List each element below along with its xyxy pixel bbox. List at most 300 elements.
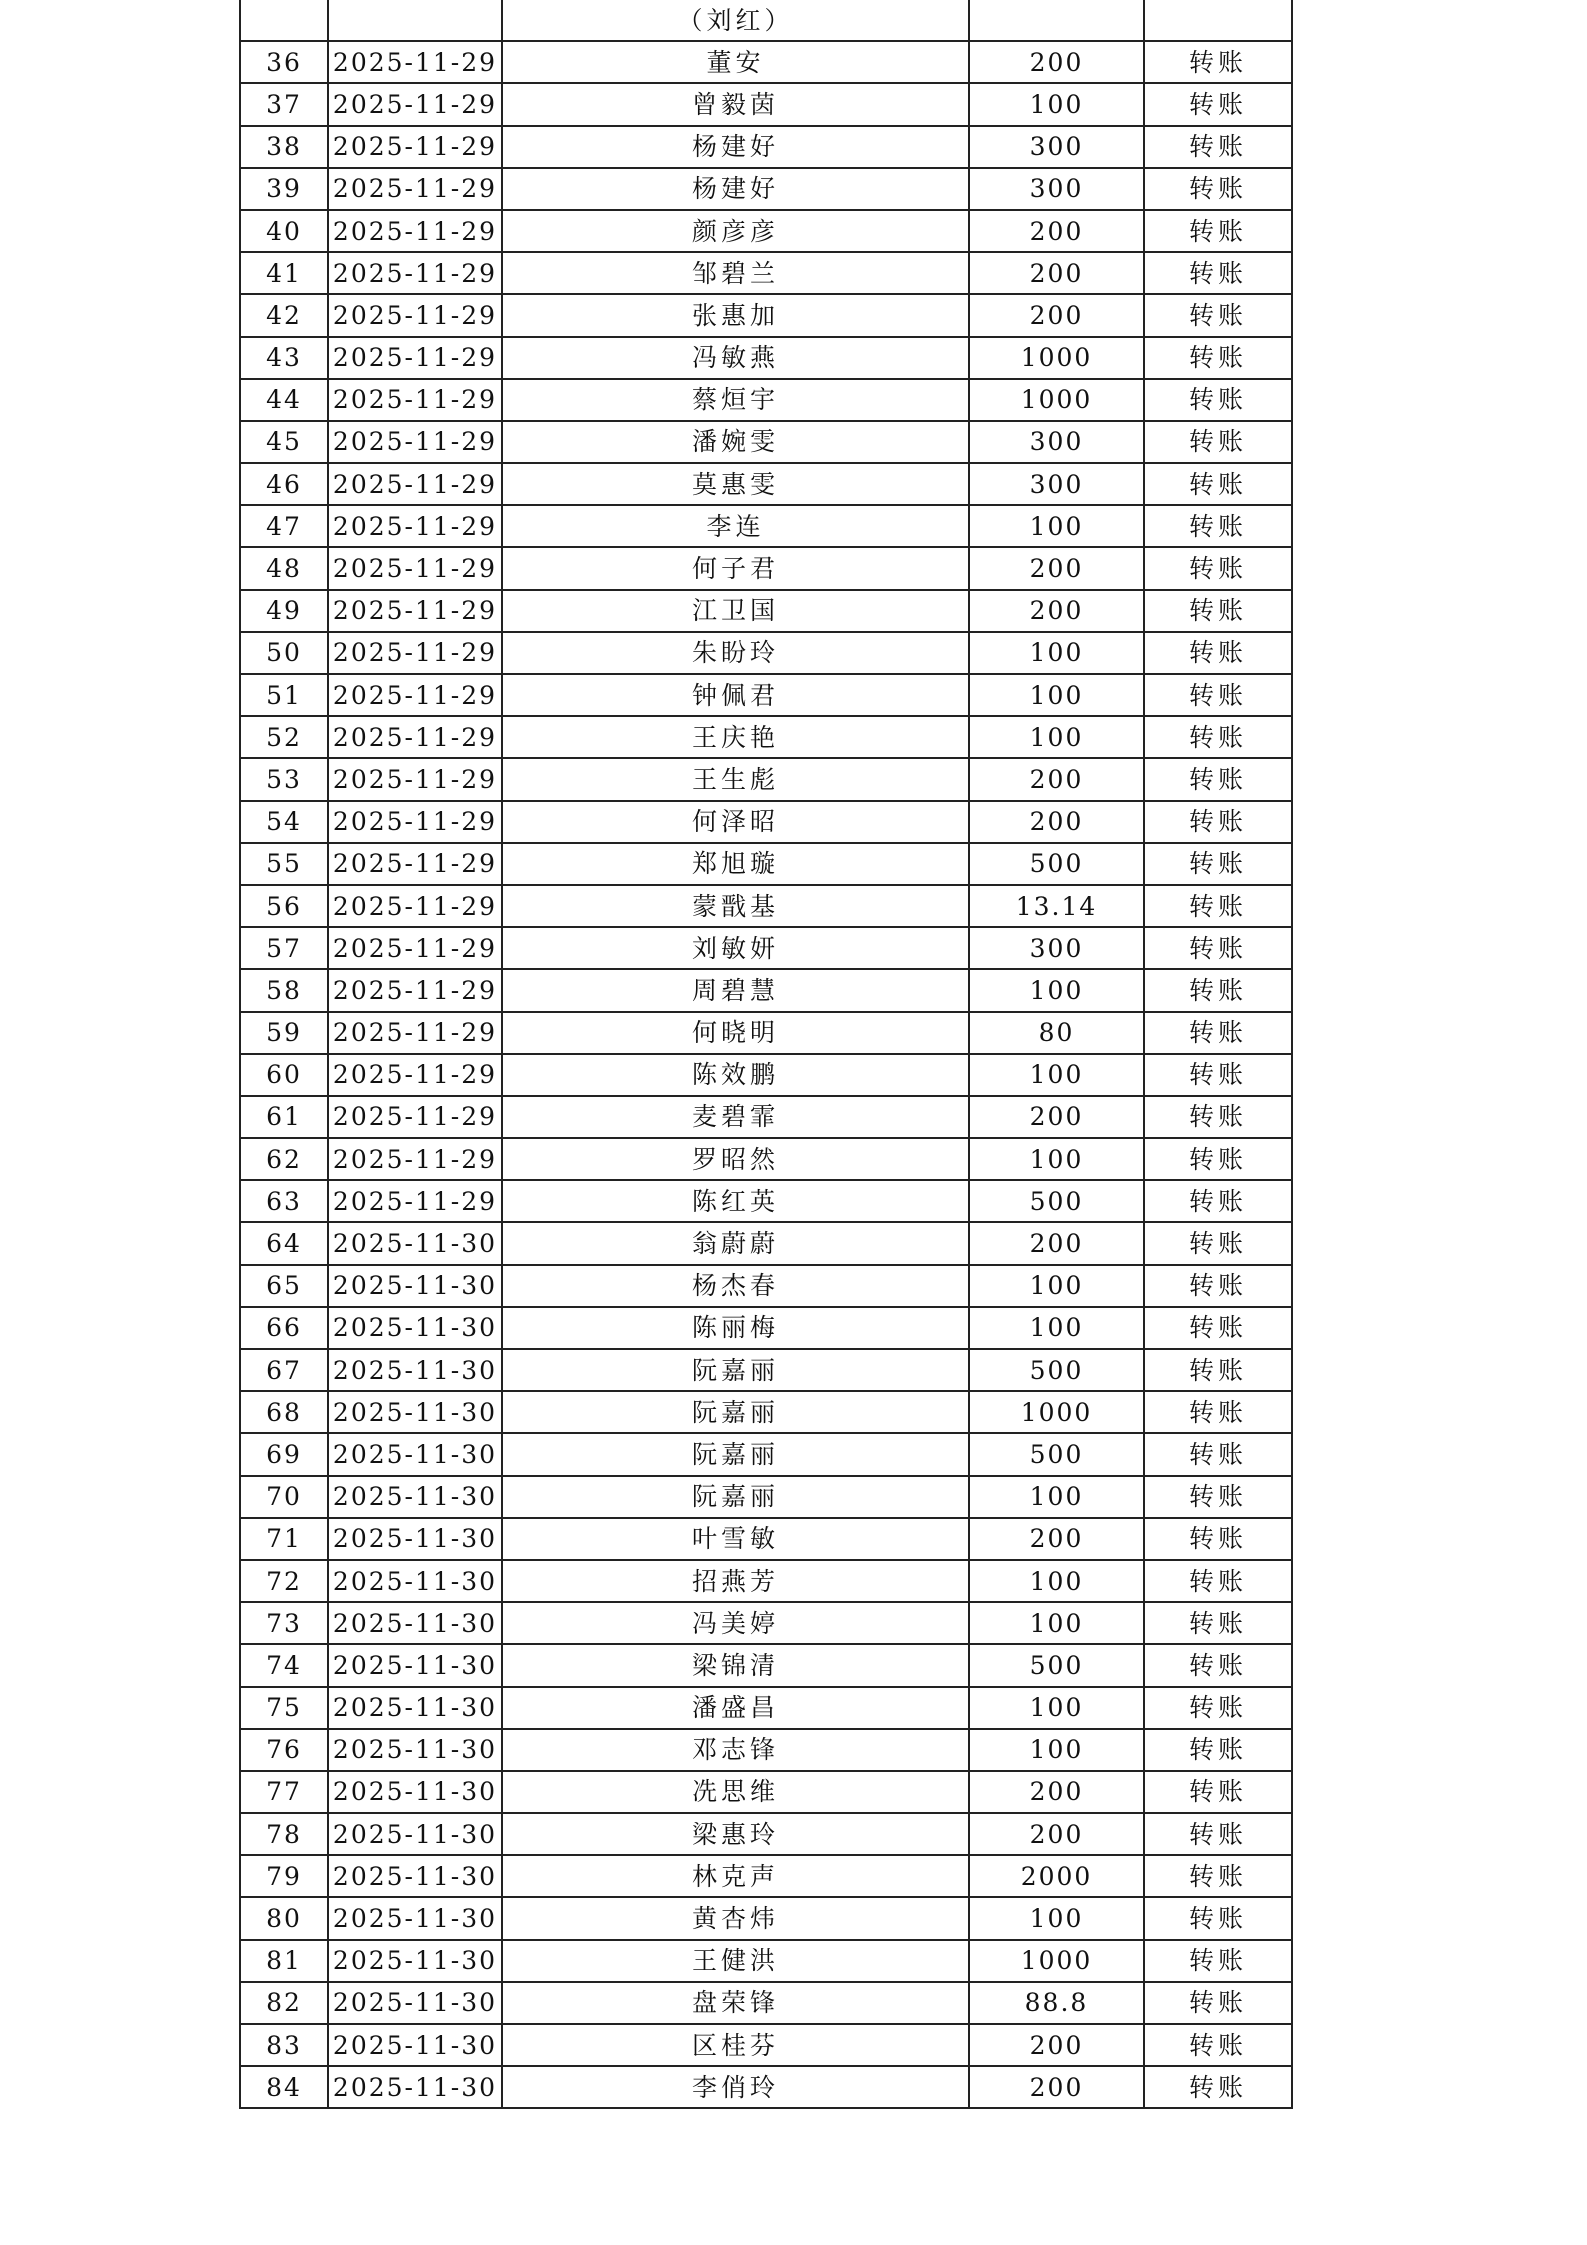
- cell-amount: 1000: [969, 379, 1144, 421]
- cell-no: 62: [240, 1138, 328, 1180]
- cell-date: 2025-11-30: [328, 1307, 502, 1349]
- table-row: [240, 1897, 1292, 1939]
- cell-amount: 200: [969, 758, 1144, 800]
- cell-no: 39: [240, 168, 328, 210]
- table-row: [240, 632, 1292, 674]
- table-row: [240, 1349, 1292, 1391]
- cell-amount: 100: [969, 1054, 1144, 1096]
- cell-amount: 100: [969, 83, 1144, 125]
- cell-amount: 88.8: [969, 1982, 1144, 2024]
- table-row: [240, 1096, 1292, 1138]
- cell-amount: 200: [969, 210, 1144, 252]
- cell-name: 何晓明: [502, 1012, 969, 1054]
- table-row: [240, 1222, 1292, 1264]
- cell-date: 2025-11-30: [328, 1349, 502, 1391]
- cell-name: 张惠加: [502, 294, 969, 336]
- cell-no: 82: [240, 1982, 328, 2024]
- cell-name: 杨建好: [502, 126, 969, 168]
- cell-method: 转账: [1144, 337, 1292, 379]
- cell-date: 2025-11-29: [328, 252, 502, 294]
- cell-method: 转账: [1144, 1729, 1292, 1771]
- cell-date: 2025-11-30: [328, 1855, 502, 1897]
- cell-amount: 500: [969, 1433, 1144, 1475]
- cell-amount: 100: [969, 1476, 1144, 1518]
- cell-name: 何泽昭: [502, 801, 969, 843]
- cell-name: 陈红英: [502, 1180, 969, 1222]
- cell-name: 冯美婷: [502, 1602, 969, 1644]
- cell-name: 李俏玲: [502, 2066, 969, 2108]
- cell-name: 王生彪: [502, 758, 969, 800]
- cell-amount: 100: [969, 1307, 1144, 1349]
- cell-name: 林克声: [502, 1855, 969, 1897]
- cell-name: 李连: [502, 505, 969, 547]
- cell-name: 阮嘉丽: [502, 1433, 969, 1475]
- cell-amount: 500: [969, 1349, 1144, 1391]
- cell-date: 2025-11-29: [328, 632, 502, 674]
- cell-date: [328, 0, 502, 41]
- cell-no: 58: [240, 969, 328, 1011]
- cell-name: 叶雪敏: [502, 1518, 969, 1560]
- cell-amount: 100: [969, 969, 1144, 1011]
- table-row: [240, 843, 1292, 885]
- cell-date: 2025-11-29: [328, 463, 502, 505]
- table-row: [240, 505, 1292, 547]
- cell-method: 转账: [1144, 843, 1292, 885]
- cell-name: 翁蔚蔚: [502, 1222, 969, 1264]
- table-row: [240, 716, 1292, 758]
- cell-amount: 200: [969, 2024, 1144, 2066]
- cell-no: 78: [240, 1813, 328, 1855]
- cell-name: 邓志锋: [502, 1729, 969, 1771]
- table-row: [240, 590, 1292, 632]
- cell-method: 转账: [1144, 2024, 1292, 2066]
- table-row: [240, 1771, 1292, 1813]
- cell-amount: 200: [969, 41, 1144, 83]
- cell-no: 52: [240, 716, 328, 758]
- cell-date: 2025-11-29: [328, 927, 502, 969]
- cell-no: 42: [240, 294, 328, 336]
- cell-name: 刘敏妍: [502, 927, 969, 969]
- cell-no: 70: [240, 1476, 328, 1518]
- cell-name: 颜彦彦: [502, 210, 969, 252]
- cell-method: 转账: [1144, 1012, 1292, 1054]
- cell-method: 转账: [1144, 1222, 1292, 1264]
- cell-method: 转账: [1144, 168, 1292, 210]
- cell-name: 罗昭然: [502, 1138, 969, 1180]
- cell-no: 68: [240, 1391, 328, 1433]
- cell-amount: 300: [969, 168, 1144, 210]
- table-row: [240, 1054, 1292, 1096]
- cell-date: 2025-11-29: [328, 674, 502, 716]
- cell-no: 38: [240, 126, 328, 168]
- cell-name: 曾毅茵: [502, 83, 969, 125]
- cell-date: 2025-11-29: [328, 1180, 502, 1222]
- cell-amount: 100: [969, 674, 1144, 716]
- table-row: [240, 1012, 1292, 1054]
- cell-no: 56: [240, 885, 328, 927]
- cell-method: 转账: [1144, 632, 1292, 674]
- cell-method: 转账: [1144, 1602, 1292, 1644]
- cell-date: 2025-11-29: [328, 1096, 502, 1138]
- cell-no: 73: [240, 1602, 328, 1644]
- cell-name: 董安: [502, 41, 969, 83]
- cell-method: 转账: [1144, 1096, 1292, 1138]
- table-row: [240, 1138, 1292, 1180]
- cell-amount: [969, 0, 1144, 41]
- cell-name: 阮嘉丽: [502, 1476, 969, 1518]
- cell-method: 转账: [1144, 83, 1292, 125]
- cell-name: 盘荣锋: [502, 1982, 969, 2024]
- table-row: [240, 210, 1292, 252]
- cell-no: 83: [240, 2024, 328, 2066]
- cell-date: 2025-11-30: [328, 1433, 502, 1475]
- cell-no: [240, 0, 328, 41]
- table-row: [240, 801, 1292, 843]
- cell-amount: 100: [969, 1265, 1144, 1307]
- cell-date: 2025-11-30: [328, 1897, 502, 1939]
- cell-date: 2025-11-29: [328, 41, 502, 83]
- cell-amount: 300: [969, 126, 1144, 168]
- cell-amount: 100: [969, 1687, 1144, 1729]
- cell-name: 钟佩君: [502, 674, 969, 716]
- cell-method: 转账: [1144, 1054, 1292, 1096]
- cell-date: 2025-11-29: [328, 1054, 502, 1096]
- cell-date: 2025-11-29: [328, 843, 502, 885]
- cell-method: 转账: [1144, 1180, 1292, 1222]
- table-row: [240, 1687, 1292, 1729]
- cell-amount: 200: [969, 1096, 1144, 1138]
- table-row: [240, 1265, 1292, 1307]
- cell-method: 转账: [1144, 969, 1292, 1011]
- cell-date: 2025-11-30: [328, 1476, 502, 1518]
- cell-method: 转账: [1144, 379, 1292, 421]
- cell-method: 转账: [1144, 252, 1292, 294]
- cell-no: 46: [240, 463, 328, 505]
- cell-name: 陈效鹏: [502, 1054, 969, 1096]
- cell-method: 转账: [1144, 1644, 1292, 1686]
- table-row: [240, 1855, 1292, 1897]
- cell-amount: 200: [969, 590, 1144, 632]
- cell-method: 转账: [1144, 547, 1292, 589]
- cell-date: 2025-11-30: [328, 1265, 502, 1307]
- cell-no: 36: [240, 41, 328, 83]
- cell-date: 2025-11-30: [328, 1687, 502, 1729]
- cell-date: 2025-11-30: [328, 1982, 502, 2024]
- cell-name: 阮嘉丽: [502, 1349, 969, 1391]
- cell-method: 转账: [1144, 590, 1292, 632]
- cell-amount: 200: [969, 252, 1144, 294]
- cell-name: （刘红）: [502, 0, 969, 41]
- cell-no: 45: [240, 421, 328, 463]
- cell-amount: 200: [969, 1518, 1144, 1560]
- cell-name: 潘盛昌: [502, 1687, 969, 1729]
- cell-amount: 100: [969, 1602, 1144, 1644]
- table-row: [240, 885, 1292, 927]
- cell-amount: 2000: [969, 1855, 1144, 1897]
- table-row: [240, 927, 1292, 969]
- cell-date: 2025-11-29: [328, 421, 502, 463]
- table-row: [240, 1729, 1292, 1771]
- cell-name: 陈丽梅: [502, 1307, 969, 1349]
- cell-date: 2025-11-29: [328, 801, 502, 843]
- table-row: [240, 294, 1292, 336]
- cell-date: 2025-11-29: [328, 1138, 502, 1180]
- cell-date: 2025-11-29: [328, 1012, 502, 1054]
- cell-amount: 300: [969, 927, 1144, 969]
- cell-no: 47: [240, 505, 328, 547]
- cell-method: 转账: [1144, 41, 1292, 83]
- cell-no: 74: [240, 1644, 328, 1686]
- cell-no: 76: [240, 1729, 328, 1771]
- cell-date: 2025-11-30: [328, 1813, 502, 1855]
- cell-amount: 1000: [969, 337, 1144, 379]
- cell-name: 周碧慧: [502, 969, 969, 1011]
- cell-no: 48: [240, 547, 328, 589]
- cell-name: 梁惠玲: [502, 1813, 969, 1855]
- cell-method: 转账: [1144, 294, 1292, 336]
- cell-name: 梁锦清: [502, 1644, 969, 1686]
- cell-no: 72: [240, 1560, 328, 1602]
- cell-name: 何子君: [502, 547, 969, 589]
- cell-date: 2025-11-29: [328, 126, 502, 168]
- cell-no: 54: [240, 801, 328, 843]
- table-row: [240, 969, 1292, 1011]
- table-row: [240, 41, 1292, 83]
- table-row-continuation: [240, 0, 1292, 41]
- cell-method: 转账: [1144, 801, 1292, 843]
- table-row: [240, 1307, 1292, 1349]
- cell-date: 2025-11-30: [328, 1222, 502, 1264]
- cell-no: 84: [240, 2066, 328, 2108]
- cell-amount: 300: [969, 463, 1144, 505]
- cell-amount: 200: [969, 1771, 1144, 1813]
- cell-amount: 100: [969, 1729, 1144, 1771]
- cell-date: 2025-11-29: [328, 547, 502, 589]
- cell-name: 招燕芳: [502, 1560, 969, 1602]
- cell-date: 2025-11-30: [328, 1940, 502, 1982]
- cell-no: 41: [240, 252, 328, 294]
- cell-amount: 80: [969, 1012, 1144, 1054]
- table-row: [240, 1982, 1292, 2024]
- cell-amount: 500: [969, 1180, 1144, 1222]
- table-row: [240, 421, 1292, 463]
- cell-method: 转账: [1144, 1940, 1292, 1982]
- table-row: [240, 337, 1292, 379]
- table-row: [240, 674, 1292, 716]
- cell-method: 转账: [1144, 758, 1292, 800]
- cell-name: 潘婉雯: [502, 421, 969, 463]
- cell-method: 转账: [1144, 2066, 1292, 2108]
- cell-method: 转账: [1144, 716, 1292, 758]
- cell-no: 51: [240, 674, 328, 716]
- cell-no: 59: [240, 1012, 328, 1054]
- cell-method: 转账: [1144, 463, 1292, 505]
- table-row: [240, 1602, 1292, 1644]
- cell-no: 66: [240, 1307, 328, 1349]
- cell-date: 2025-11-29: [328, 83, 502, 125]
- cell-date: 2025-11-30: [328, 1518, 502, 1560]
- cell-date: 2025-11-30: [328, 1729, 502, 1771]
- cell-method: 转账: [1144, 1560, 1292, 1602]
- table-row: [240, 252, 1292, 294]
- cell-name: 杨杰春: [502, 1265, 969, 1307]
- cell-date: 2025-11-29: [328, 505, 502, 547]
- cell-method: 转账: [1144, 126, 1292, 168]
- cell-name: 冯敏燕: [502, 337, 969, 379]
- cell-amount: 13.14: [969, 885, 1144, 927]
- cell-date: 2025-11-30: [328, 1391, 502, 1433]
- cell-method: 转账: [1144, 421, 1292, 463]
- table-row: [240, 1644, 1292, 1686]
- cell-name: 蔡烜宇: [502, 379, 969, 421]
- cell-no: 71: [240, 1518, 328, 1560]
- cell-no: 61: [240, 1096, 328, 1138]
- cell-amount: 200: [969, 1222, 1144, 1264]
- cell-amount: 100: [969, 505, 1144, 547]
- cell-date: 2025-11-30: [328, 1560, 502, 1602]
- cell-amount: 300: [969, 421, 1144, 463]
- cell-date: 2025-11-29: [328, 885, 502, 927]
- table-row: [240, 126, 1292, 168]
- cell-no: 80: [240, 1897, 328, 1939]
- cell-name: 莫惠雯: [502, 463, 969, 505]
- cell-no: 67: [240, 1349, 328, 1391]
- table-row: [240, 1813, 1292, 1855]
- cell-amount: 100: [969, 1897, 1144, 1939]
- cell-no: 53: [240, 758, 328, 800]
- cell-date: 2025-11-30: [328, 1644, 502, 1686]
- cell-no: 64: [240, 1222, 328, 1264]
- cell-name: 邹碧兰: [502, 252, 969, 294]
- cell-amount: 100: [969, 1138, 1144, 1180]
- cell-date: 2025-11-29: [328, 758, 502, 800]
- cell-date: 2025-11-29: [328, 590, 502, 632]
- cell-no: 81: [240, 1940, 328, 1982]
- cell-method: 转账: [1144, 1265, 1292, 1307]
- cell-amount: 200: [969, 294, 1144, 336]
- cell-name: 郑旭璇: [502, 843, 969, 885]
- cell-method: 转账: [1144, 1855, 1292, 1897]
- cell-date: 2025-11-29: [328, 210, 502, 252]
- cell-method: 转账: [1144, 1687, 1292, 1729]
- table-row: [240, 83, 1292, 125]
- cell-date: 2025-11-29: [328, 716, 502, 758]
- cell-amount: 100: [969, 632, 1144, 674]
- cell-date: 2025-11-29: [328, 379, 502, 421]
- table-row: [240, 2066, 1292, 2108]
- cell-amount: 200: [969, 801, 1144, 843]
- cell-method: 转账: [1144, 1813, 1292, 1855]
- cell-amount: 200: [969, 547, 1144, 589]
- cell-method: 转账: [1144, 1897, 1292, 1939]
- cell-no: 65: [240, 1265, 328, 1307]
- cell-method: 转账: [1144, 1518, 1292, 1560]
- cell-name: 朱盼玲: [502, 632, 969, 674]
- table-row: [240, 1476, 1292, 1518]
- cell-date: 2025-11-30: [328, 2024, 502, 2066]
- cell-name: 区桂芬: [502, 2024, 969, 2066]
- table-row: [240, 1560, 1292, 1602]
- cell-name: 黄杏炜: [502, 1897, 969, 1939]
- table-row: [240, 1433, 1292, 1475]
- cell-method: 转账: [1144, 1349, 1292, 1391]
- cell-amount: 200: [969, 2066, 1144, 2108]
- cell-date: 2025-11-29: [328, 337, 502, 379]
- cell-method: 转账: [1144, 1771, 1292, 1813]
- cell-method: 转账: [1144, 885, 1292, 927]
- cell-amount: 200: [969, 1813, 1144, 1855]
- cell-amount: 100: [969, 1560, 1144, 1602]
- table-row: [240, 758, 1292, 800]
- cell-method: 转账: [1144, 210, 1292, 252]
- cell-no: 44: [240, 379, 328, 421]
- cell-no: 55: [240, 843, 328, 885]
- cell-no: 40: [240, 210, 328, 252]
- cell-method: 转账: [1144, 927, 1292, 969]
- cell-method: 转账: [1144, 1476, 1292, 1518]
- cell-no: 63: [240, 1180, 328, 1222]
- table-row: [240, 1518, 1292, 1560]
- donation-table-body: [240, 0, 1292, 2108]
- cell-no: 37: [240, 83, 328, 125]
- cell-method: 转账: [1144, 1307, 1292, 1349]
- table-row: [240, 463, 1292, 505]
- table-row: [240, 1940, 1292, 1982]
- cell-amount: 1000: [969, 1391, 1144, 1433]
- cell-no: 49: [240, 590, 328, 632]
- cell-date: 2025-11-30: [328, 1602, 502, 1644]
- cell-name: 冼思维: [502, 1771, 969, 1813]
- table-row: [240, 168, 1292, 210]
- table-row: [240, 379, 1292, 421]
- cell-date: 2025-11-30: [328, 1771, 502, 1813]
- cell-amount: 1000: [969, 1940, 1144, 1982]
- cell-amount: 500: [969, 1644, 1144, 1686]
- cell-no: 43: [240, 337, 328, 379]
- cell-no: 77: [240, 1771, 328, 1813]
- cell-date: 2025-11-29: [328, 294, 502, 336]
- table-row: [240, 2024, 1292, 2066]
- cell-method: [1144, 0, 1292, 41]
- cell-amount: 100: [969, 716, 1144, 758]
- cell-date: 2025-11-29: [328, 969, 502, 1011]
- cell-name: 麦碧霏: [502, 1096, 969, 1138]
- cell-name: 王庆艳: [502, 716, 969, 758]
- cell-no: 57: [240, 927, 328, 969]
- cell-no: 60: [240, 1054, 328, 1096]
- cell-no: 79: [240, 1855, 328, 1897]
- cell-method: 转账: [1144, 1391, 1292, 1433]
- cell-date: 2025-11-30: [328, 2066, 502, 2108]
- cell-name: 蒙戬基: [502, 885, 969, 927]
- cell-method: 转账: [1144, 674, 1292, 716]
- table-row: [240, 1180, 1292, 1222]
- table-row: [240, 1391, 1292, 1433]
- cell-no: 69: [240, 1433, 328, 1475]
- cell-method: 转账: [1144, 1433, 1292, 1475]
- cell-amount: 500: [969, 843, 1144, 885]
- cell-method: 转账: [1144, 505, 1292, 547]
- cell-date: 2025-11-29: [328, 168, 502, 210]
- cell-method: 转账: [1144, 1138, 1292, 1180]
- cell-no: 75: [240, 1687, 328, 1729]
- cell-name: 杨建好: [502, 168, 969, 210]
- donation-table: [239, 0, 1293, 2109]
- cell-name: 江卫国: [502, 590, 969, 632]
- cell-name: 王健洪: [502, 1940, 969, 1982]
- cell-name: 阮嘉丽: [502, 1391, 969, 1433]
- cell-method: 转账: [1144, 1982, 1292, 2024]
